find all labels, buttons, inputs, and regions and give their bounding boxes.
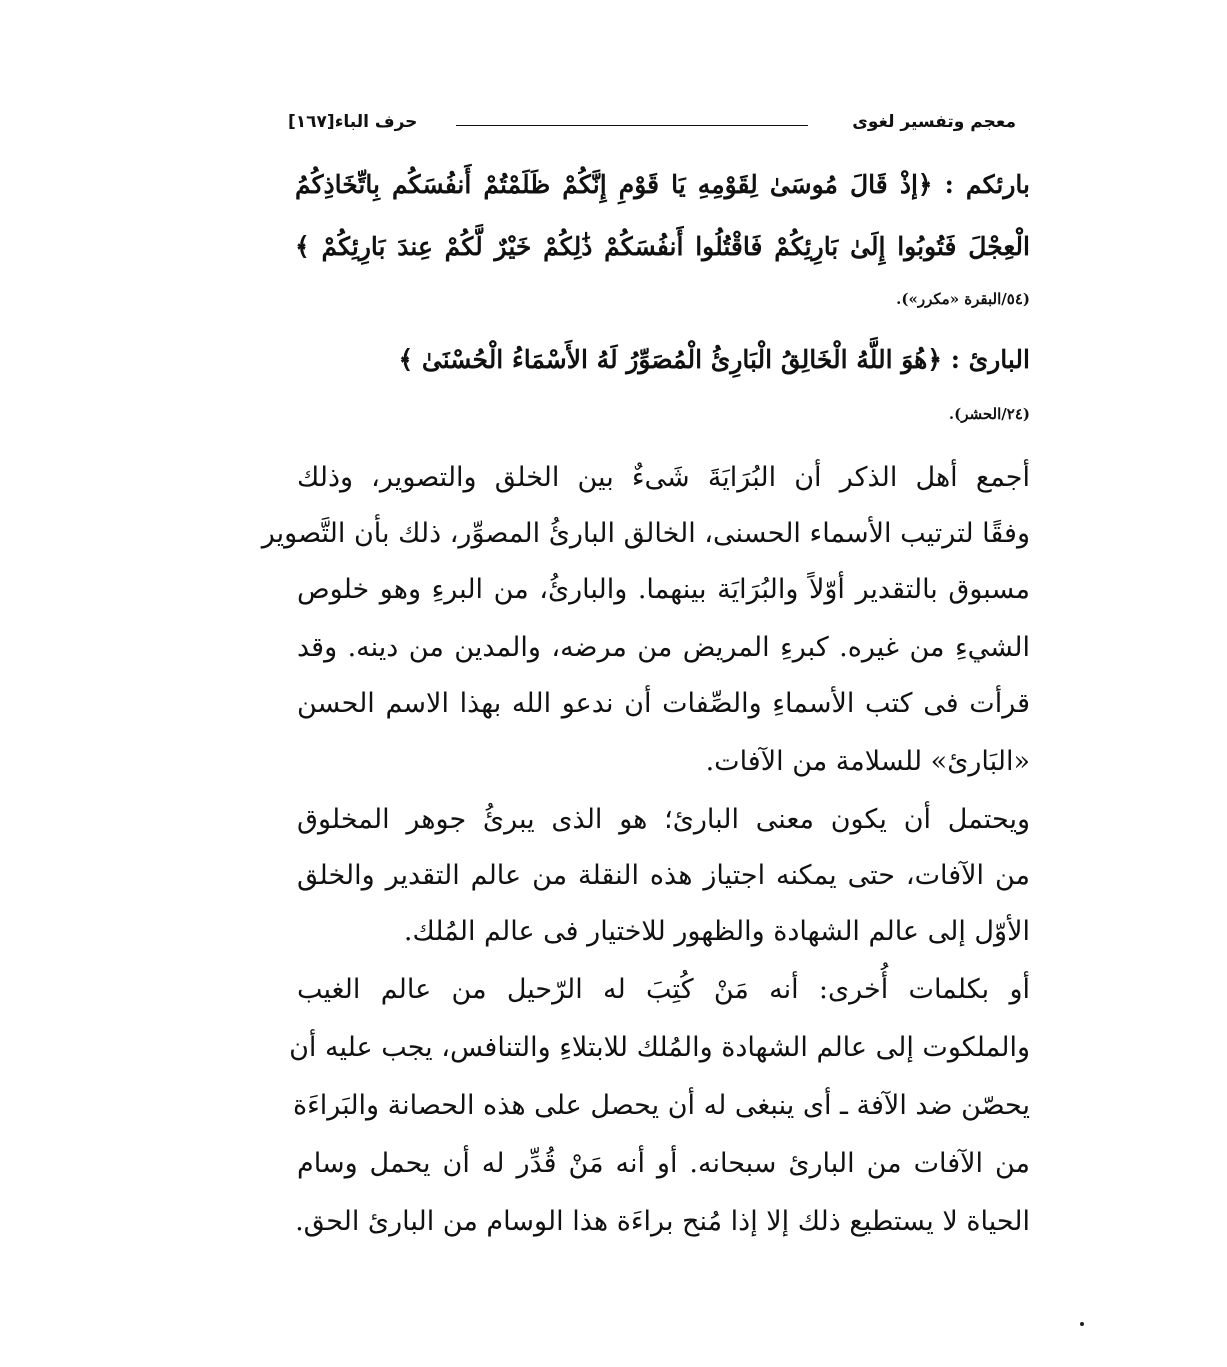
book-title: معجم وتفسير لغوى — [852, 112, 1016, 132]
entry-line: البارئ : ﴿هُوَ اللَّهُ الْخَالِقُ الْبَارِئُ الْمُصَوِّرُ لَهُ الأَسْمَاءُ الْحُسْنَىٰ ﴾ — [398, 345, 1030, 374]
paragraph-line: أجمع أهل الذكر أن البُرَايَةَ شَىءٌ بين الخلق والتصوير، وذلك — [297, 462, 1030, 493]
paragraph-line: ويحتمل أن يكون معنى البارئ؛ هو الذى يبرئُ جوهر المخلوق — [297, 804, 1030, 835]
paragraph-line: الشيءِ من غيره. كبرءِ المريض من مرضه، والمدين من دينه. وقد — [297, 632, 1030, 663]
paragraph-line: من الآفات، حتى يمكنه اجتياز هذه النقلة من عالم التقدير والخلق — [297, 860, 1030, 891]
paragraph-line: والملكوت إلى عالم الشهادة والمُلك للابتلاءِ والتنافس، يجب عليه أن — [289, 1032, 1030, 1063]
paragraph-line: من الآفات من البارئ سبحانه. أو أنه مَنْ قُدِّر له أن يحمل وسام — [297, 1148, 1030, 1179]
paragraph-line: أو بكلمات أُخرى: أنه مَنْ كُتِبَ له الرّحيل من عالم الغيب — [297, 974, 1030, 1005]
header-rule — [456, 125, 808, 126]
paragraph-line: الأوّل إلى عالم الشهادة والظهور للاختيار فى عالم المُلك. — [403, 916, 1030, 947]
paragraph-line: الحياة لا يستطيع ذلك إلا إذا مُنح براءَة هذا الوسام من البارئ الحق. — [295, 1206, 1030, 1237]
quran-reference: (٥٤/البقرة «مكرر»). — [896, 290, 1030, 308]
chapter-page-label: حرف الباء[١٦٧] — [288, 112, 418, 132]
paragraph-line: يحصّن ضد الآفة ـ أى ينبغى له أن يحصل على هذه الحصانة والبَراءَة — [292, 1090, 1030, 1121]
paragraph-line: قرأت فى كتب الأسماءِ والصِّفات أن ندعو الله بهذا الاسم الحسن — [297, 688, 1030, 719]
paragraph-line: مسبوق بالتقدير أوّلاً والبُرَايَة بينهما. والبارئُ، من البرءِ وهو خلوص — [297, 574, 1030, 605]
scan-speck — [1080, 1322, 1084, 1326]
entry-line: الْعِجْلَ فَتُوبُوا إِلَىٰ بَارِئِكُمْ فَاقْتُلُوا أَنفُسَكُمْ ذَٰلِكُمْ خَيْرٌ لَّكُمْ عِندَ بَارِئِكُمْ ﴾ — [295, 232, 1030, 261]
paragraph-line: وفقًا لترتيب الأسماء الحسنى، الخالق البارئُ المصوِّر، ذلك بأن التَّصوير — [261, 518, 1030, 549]
paragraph-line: «البَارئ» للسلامة من الآفات. — [705, 746, 1030, 777]
entry-line: بارئكم : ﴿إذْ قَالَ مُوسَىٰ لِقَوْمِهِ يَا قَوْمِ إِنَّكُمْ ظَلَمْتُمْ أَنفُسَكُم بِاتِّخَاذِكُمُ — [295, 170, 1030, 199]
quran-reference: (٢٤/الحشر). — [948, 405, 1030, 423]
running-header — [288, 112, 1016, 140]
